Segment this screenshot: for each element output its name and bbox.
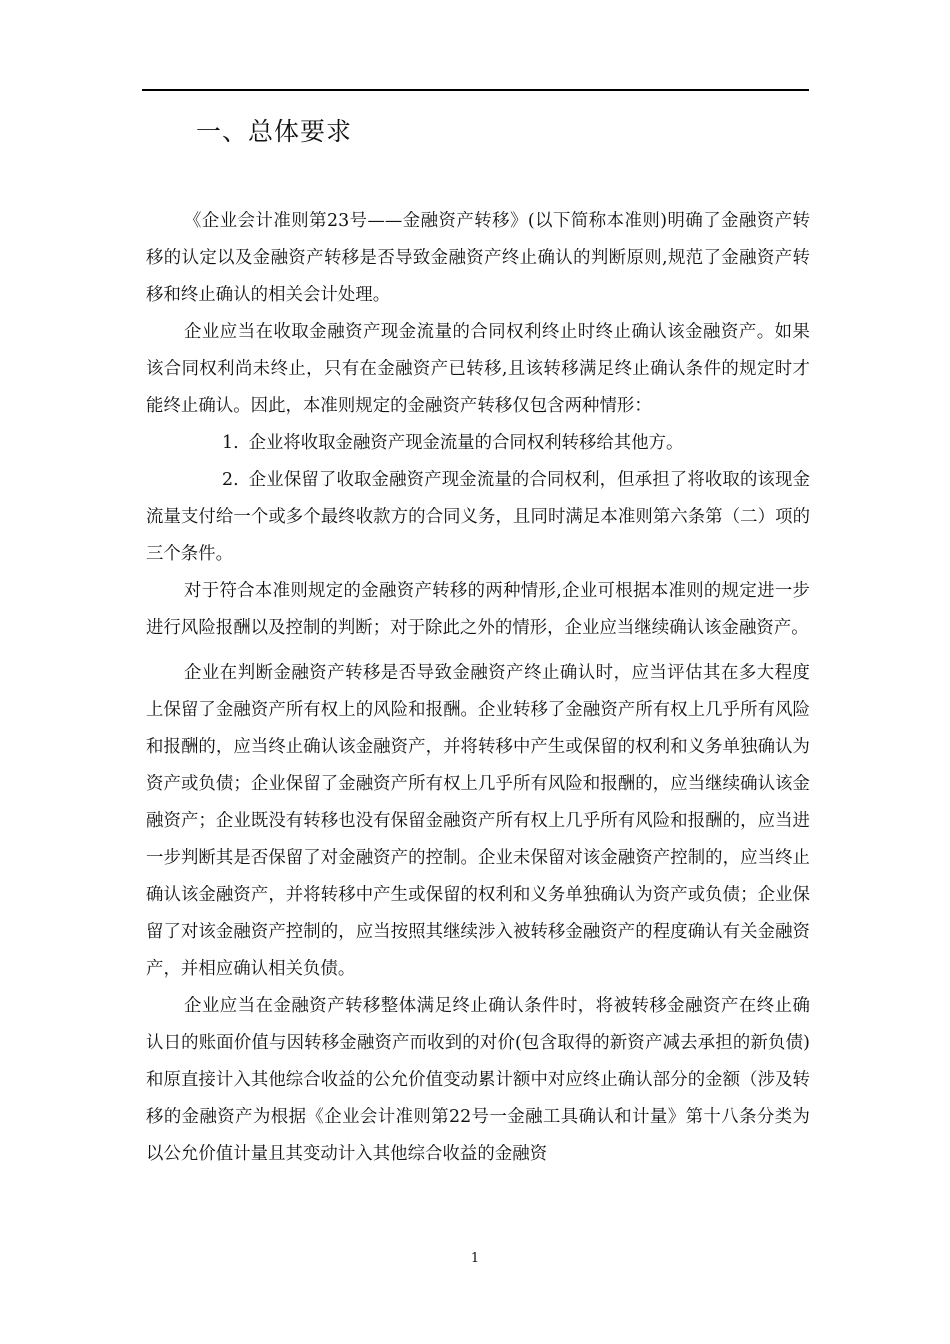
list-item-text: 企业将收取金融资产现金流量的合同权利转移给其他方。 (248, 433, 684, 453)
paragraph-risk-rewards: 企业在判断金融资产转移是否导致金融资产终止确认时，应当评估其在多大程度上保留了金融资产所有权上的风险和报酬。企业转移了金融资产所有权上几乎所有风险和报酬的，应当终止确认该金融资产，并将转移中产生或保留的权利和义务单独确认为资产或负债；企业保留了金融资产所有权上几乎所有风险和报酬的，应当继续确认该金融资产；企业既没有转移也没有保留金融资产所有权上几乎所有风险和报酬的，应当进一步判断其是否保留了对金融资产的控制。企业未保留对该金融资产控制的，应当终止确认该金融资产，并将转移中产生或保留的权利和义务单独确认为资产或负债；企业保留了对该金融资产控制的，应当按照其继续涉入被转移金融资产的程度确认有关金融资产，并相应确认相关负债。 (146, 663, 810, 979)
list-item-2 (146, 462, 810, 573)
list-item-1 (146, 425, 810, 462)
paragraph-derecognition: 企业应当在收取金融资产现金流量的合同权利终止时终止确认该金融资产。如果该合同权利尚未终止，只有在金融资产已转移,且该转移满足终止确认条件的规定时才能终止确认。因此，本准则规定的金融资产转移仅包含两种情形： (146, 322, 810, 416)
list-number: 1. (222, 433, 239, 453)
list-number: 2. (222, 470, 239, 490)
paragraph-overall-transfer: 企业应当在金融资产转移整体满足终止确认条件时，将被转移金融资产在终止确认日的账面价值与因转移金融资产而收到的对价(包含取得的新资产减去承担的新负债)和原直接计入其他综合收益的公允价值变动累计额中对应终止确认部分的金额（涉及转移的金融资产为根据《企业会计准则第22号一金融工具确认和计量》第十八条分类为以公允价值计量且其变动计入其他综合收益的金融资 (146, 996, 810, 1164)
section-heading: 一、总体要求 (196, 117, 353, 146)
page-number: 1 (470, 1251, 480, 1266)
header-rule (142, 89, 809, 91)
list-item-text: 企业保留了收取金融资产现金流量的合同权利，但承担了将收取的该现金流量支付给一个或多个最终收款方的合同义务，且同时满足本准则第六条第（二）项的三个条件。 (146, 470, 810, 564)
paragraph-intro: 《企业会计准则第23号——金融资产转移》(以下简称本准则)明确了金融资产转移的认定以及金融资产转移是否导致金融资产终止确认的判断原则,规范了金融资产转移和终止确认的相关会计处理。 (146, 211, 810, 305)
paragraph-two-situations: 对于符合本准则规定的金融资产转移的两种情形,企业可根据本准则的规定进一步进行风险报酬以及控制的判断；对于除此之外的情形，企业应当继续确认该金融资产。 (146, 581, 810, 638)
body-text (146, 203, 810, 1173)
